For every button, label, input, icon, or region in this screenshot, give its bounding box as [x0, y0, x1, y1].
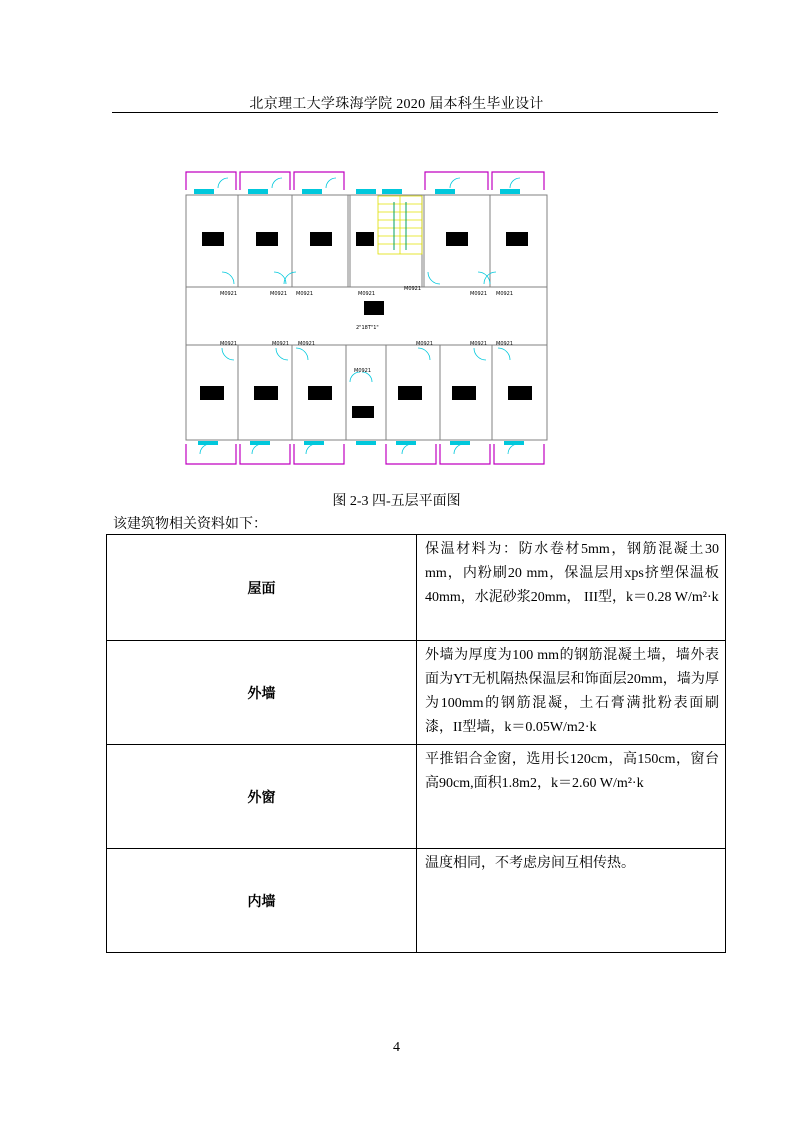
door-tag: M0921: [298, 341, 316, 347]
row-content: 温度相同，不考虑房间互相传热。: [417, 849, 726, 953]
intro-text: 该建筑物相关资料如下：: [113, 517, 267, 532]
door-tag: M0921: [496, 291, 514, 297]
row-content: 平推铝合金窗，选用长120cm，高150cm，窗台高90cm,面积1.8m2，k＝2.60 W/m²·k: [417, 745, 726, 849]
door-tag: M0921: [220, 291, 238, 297]
door-tag: M0921: [354, 368, 372, 374]
dimension-label: 2"18T"1": [356, 325, 379, 331]
table-row: [107, 745, 726, 849]
table-row: [107, 849, 726, 953]
stairwell: [378, 196, 422, 254]
row-label: 屋面: [107, 535, 417, 641]
walls: [186, 195, 547, 440]
door-tag: M0921: [358, 291, 376, 297]
door-tag: M0921: [470, 341, 488, 347]
row-label: 外窗: [107, 745, 417, 849]
table-row: [107, 535, 726, 641]
page-number: 4: [393, 1040, 400, 1055]
door-tag: M0921: [496, 341, 514, 347]
properties-table: [106, 534, 726, 953]
row-content: 外墙为厚度为100 mm的钢筋混凝土墙，墙外表面为YT无机隔热保温层和饰面层20mm，墙为厚为100mm的钢筋混凝，土石膏满批粉表面刷漆，II型墙，k＝0.05W/m2·k: [417, 641, 726, 745]
figure-caption: 图 2-3 四-五层平面图: [332, 494, 461, 509]
door-tag: M0921: [416, 341, 434, 347]
row-label: 内墙: [107, 849, 417, 953]
door-tag: M0921: [272, 341, 290, 347]
door-tag: M0921: [404, 286, 422, 292]
row-content: 保温材料为：防水卷材5mm，钢筋混凝土30 mm，内粉刷20 mm，保温层用xps挤塑保温板40mm，水泥砂浆20mm， III型，k＝0.28 W/m²·k: [417, 535, 726, 641]
page-header: 北京理工大学珠海学院 2020 届本科生毕业设计: [249, 97, 544, 112]
balconies-top: [186, 172, 544, 190]
door-tag: M0921: [470, 291, 488, 297]
table-row: [107, 641, 726, 745]
door-tag: M0921: [296, 291, 314, 297]
door-tag: M0921: [270, 291, 288, 297]
header-rule: [112, 112, 718, 113]
balconies-bottom: [186, 444, 544, 464]
row-label: 外墙: [107, 641, 417, 745]
floor-plan: [178, 162, 556, 470]
door-tag: M0921: [220, 341, 238, 347]
